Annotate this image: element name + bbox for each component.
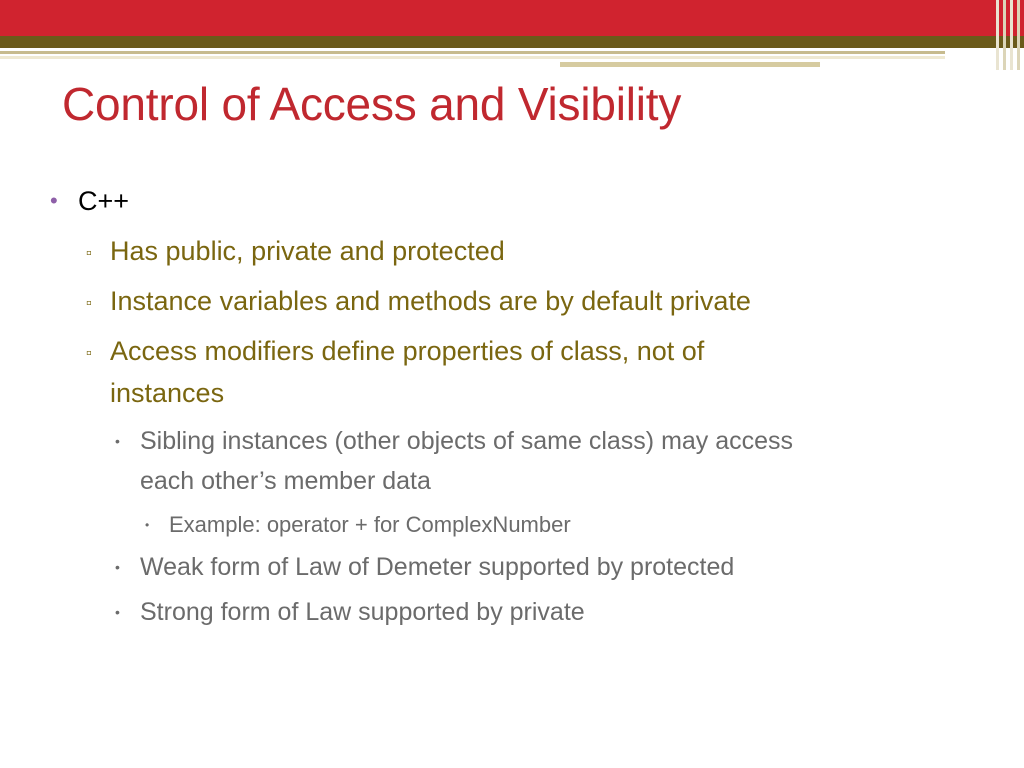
corner-stripe — [1010, 0, 1013, 70]
bullet-text-line: Sibling instances (other objects of same class) may access — [140, 427, 794, 455]
bullet-marker: ▫ — [86, 345, 92, 362]
header-line-cream — [0, 56, 945, 59]
corner-stripe — [996, 0, 999, 70]
bullet-text: Strong form of Law supported by private — [140, 598, 585, 626]
bullet-marker: ▫ — [86, 295, 92, 312]
bullet-marker: • — [145, 518, 150, 532]
bullet-marker: • — [50, 188, 58, 213]
bullet-marker: ▫ — [86, 245, 92, 262]
corner-stripe — [1003, 0, 1006, 70]
header-line-thin — [0, 51, 945, 54]
slide-title: Control of Access and Visibility — [62, 78, 682, 130]
header-band-olive — [0, 36, 1024, 48]
bullet-text: Has public, private and protected — [110, 236, 505, 266]
bullet-text: Instance variables and methods are by default private — [110, 286, 751, 316]
bullet-marker: • — [115, 604, 120, 620]
bullet-text-line: instances — [110, 378, 225, 408]
bullet-text: C++ — [78, 186, 130, 216]
bullet-text: Weak form of Law of Demeter supported by protected — [140, 553, 735, 581]
bullet-marker: • — [115, 559, 120, 575]
bullet-text-line: Access modifiers define properties of class, not of — [110, 336, 705, 366]
header-line-tan — [560, 62, 820, 67]
corner-stripe — [1017, 0, 1020, 70]
bullet-text: Example: operator + for ComplexNumber — [169, 512, 571, 537]
bullet-marker: • — [115, 433, 120, 449]
header-band-red — [0, 0, 1024, 36]
bullet-text-line: each other’s member data — [140, 467, 431, 495]
